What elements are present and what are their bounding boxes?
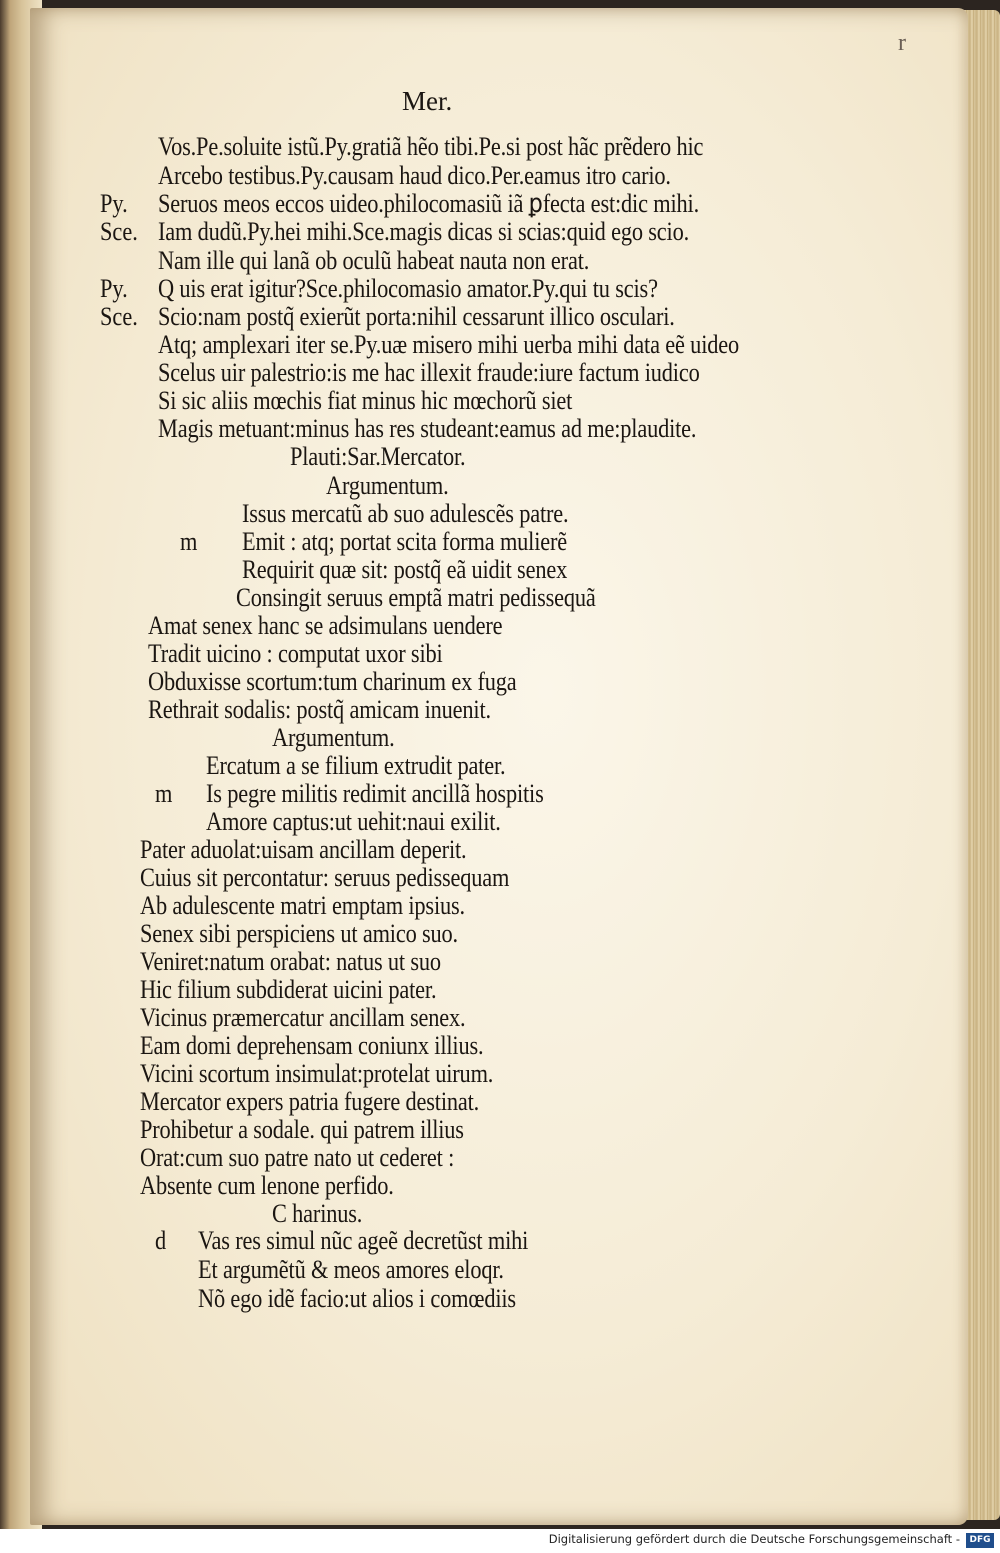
- text-line: Orat:cum suo patre nato ut cederet :: [140, 1143, 455, 1172]
- text-line: Amore captus:ut uehit:naui exilit.: [206, 807, 501, 836]
- text-line: Et argumẽtũ & meos amores eloqr.: [198, 1255, 504, 1284]
- speaker-label: Sce.: [100, 217, 138, 246]
- text-line: Obduxisse scortum:tum charinum ex fuga: [148, 667, 517, 696]
- text-line: Mercator expers patria fugere destinat.: [140, 1087, 480, 1116]
- text-line: Issus mercatũ ab suo adulescẽs patre.: [242, 499, 569, 528]
- text-line: Nõ ego idẽ facio:ut alios i comœdiis: [198, 1284, 516, 1313]
- text-line: Scio:nam postq̃ exierũt porta:nihil cessarunt illico osculari.: [158, 302, 675, 331]
- text-line: C harinus.: [272, 1199, 363, 1228]
- text-line: Amat senex hanc se adsimulans uendere: [148, 611, 503, 640]
- running-head: Mer.: [402, 86, 453, 116]
- text-line: Nam ille qui lanã ob oculũ habeat nauta non erat.: [158, 246, 590, 275]
- speaker-label: Sce.: [100, 302, 138, 331]
- text-line: Q uis erat igitur?Sce.philocomasio amator.Py.qui tu scis?: [158, 274, 658, 303]
- text-line: Cuius sit percontatur: seruus pedissequam: [140, 863, 510, 892]
- text-line: Rethrait sodalis: postq̃ amicam inuenit.: [148, 695, 491, 724]
- text-line: Seruos meos eccos uideo.philocomasiũ iã ꝑfecta est:dic mihi.: [158, 189, 700, 218]
- speaker-label: m: [180, 527, 198, 556]
- text-line: Vos.Pe.soluite istũ.Py.gratiã hẽo tibi.Pe.si post hãc prẽdero hic: [158, 132, 704, 161]
- text-line: Vicinus præmercatur ancillam senex.: [140, 1003, 466, 1032]
- text-line: Veniret:natum orabat: natus ut suo: [140, 947, 441, 976]
- text-line: Si sic aliis mœchis fiat minus hic mœchorũ siet: [158, 386, 573, 415]
- text-line: Vas res simul nũc ageẽ decretũst mihi: [198, 1226, 529, 1255]
- speaker-label: Py.: [100, 274, 128, 303]
- speaker-label: Py.: [100, 189, 128, 218]
- text-line: Argumentum.: [326, 471, 449, 500]
- text-line: Senex sibi perspiciens ut amico suo.: [140, 919, 458, 948]
- dfg-logo: DFG: [966, 1533, 994, 1548]
- text-line: Tradit uicino : computat uxor sibi: [148, 639, 443, 668]
- text-line: Absente cum lenone perfido.: [140, 1171, 394, 1200]
- text-line: Vicini scortum insimulat:protelat uirum.: [140, 1059, 494, 1088]
- text-line: Atq; amplexari iter se.Py.uæ misero mihi uerba mihi data eẽ uideo: [158, 330, 740, 359]
- text-line: Iam dudũ.Py.hei mihi.Sce.magis dicas si scias:quid ego scio.: [158, 217, 690, 246]
- speaker-label: d: [155, 1226, 167, 1255]
- text-line: Is pegre militis redimit ancillã hospitis: [206, 779, 544, 808]
- pencil-mark: r: [898, 30, 906, 56]
- text-line: Emit : atq; portat scita forma mulierẽ: [242, 527, 568, 556]
- text-line: Ab adulescente matri emptam ipsius.: [140, 891, 465, 920]
- text-line: Prohibetur a sodale. qui patrem illius: [140, 1115, 464, 1144]
- speaker-label: m: [155, 779, 173, 808]
- footer-bar: [0, 1529, 1000, 1553]
- text-line: Scelus uir palestrio:is me hac illexit fraude:iure factum iudico: [158, 358, 700, 387]
- text-line: Pater aduolat:uisam ancillam deperit.: [140, 835, 467, 864]
- footer-credit: Digitalisierung gefördert durch die Deutsche Forschungsgemeinschaft -: [548, 1532, 960, 1546]
- text-line: Eam domi deprehensam coniunx illius.: [140, 1031, 484, 1060]
- text-line: Arcebo testibus.Py.causam haud dico.Per.eamus itro cario.: [158, 161, 671, 190]
- text-line: Ercatum a se filium extrudit pater.: [206, 751, 506, 780]
- text-line: Hic filium subdiderat uicini pater.: [140, 975, 437, 1004]
- text-line: Argumentum.: [272, 723, 395, 752]
- text-line: Plauti:Sar.Mercator.: [290, 442, 466, 471]
- text-line: Magis metuant:minus has res studeant:eamus ad me:plaudite.: [158, 414, 697, 443]
- text-line: Consingit seruus emptã matri pedissequã: [236, 583, 596, 612]
- text-line: Requirit quæ sit: postq̃ eã uidit senex: [242, 555, 568, 584]
